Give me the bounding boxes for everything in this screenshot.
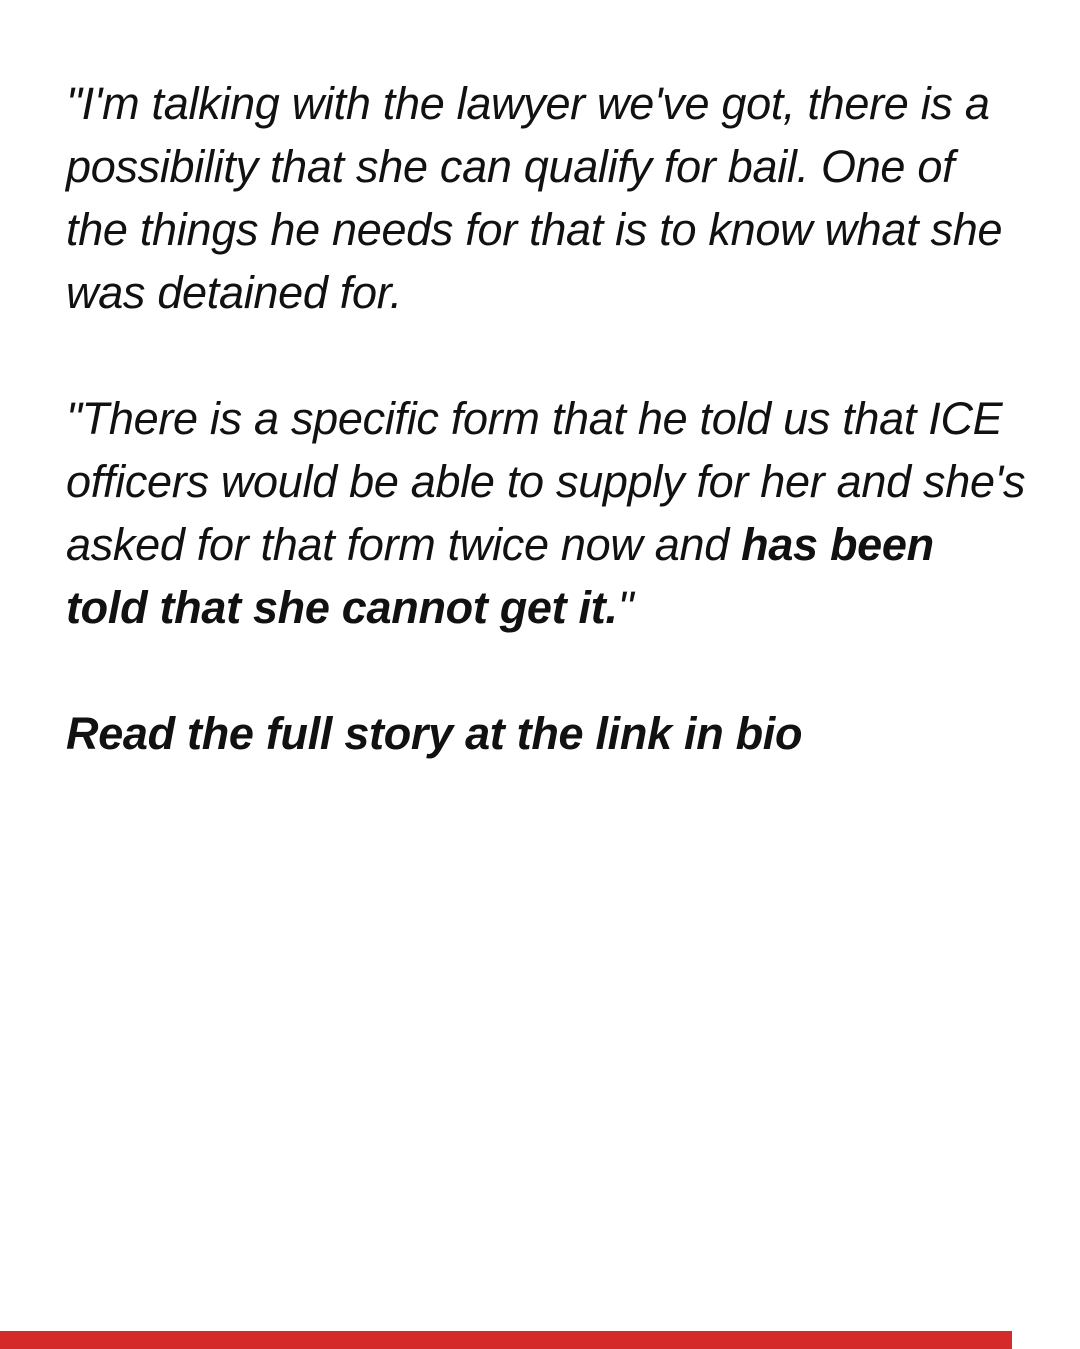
quote-paragraph-1: "I'm talking with the lawyer we've got, there is a possibility that she can qualify for bail. One of the things he needs for that is to know what she was detained for.: [66, 78, 1003, 318]
quote-paragraph-2: [66, 387, 1026, 639]
accent-bar: [0, 1331, 1012, 1349]
quote-paragraph-2-emphasis: has been told that she cannot get it.: [66, 519, 934, 633]
quote-content: [66, 72, 1026, 765]
quote-paragraph-2-closing: ": [617, 582, 634, 633]
call-to-action: Read the full story at the link in bio: [66, 708, 803, 759]
quote-paragraph-2-text: "There is a specific form that he told us that ICE officers would be able to supply for her and she's asked for that form twice now and: [66, 393, 1026, 570]
